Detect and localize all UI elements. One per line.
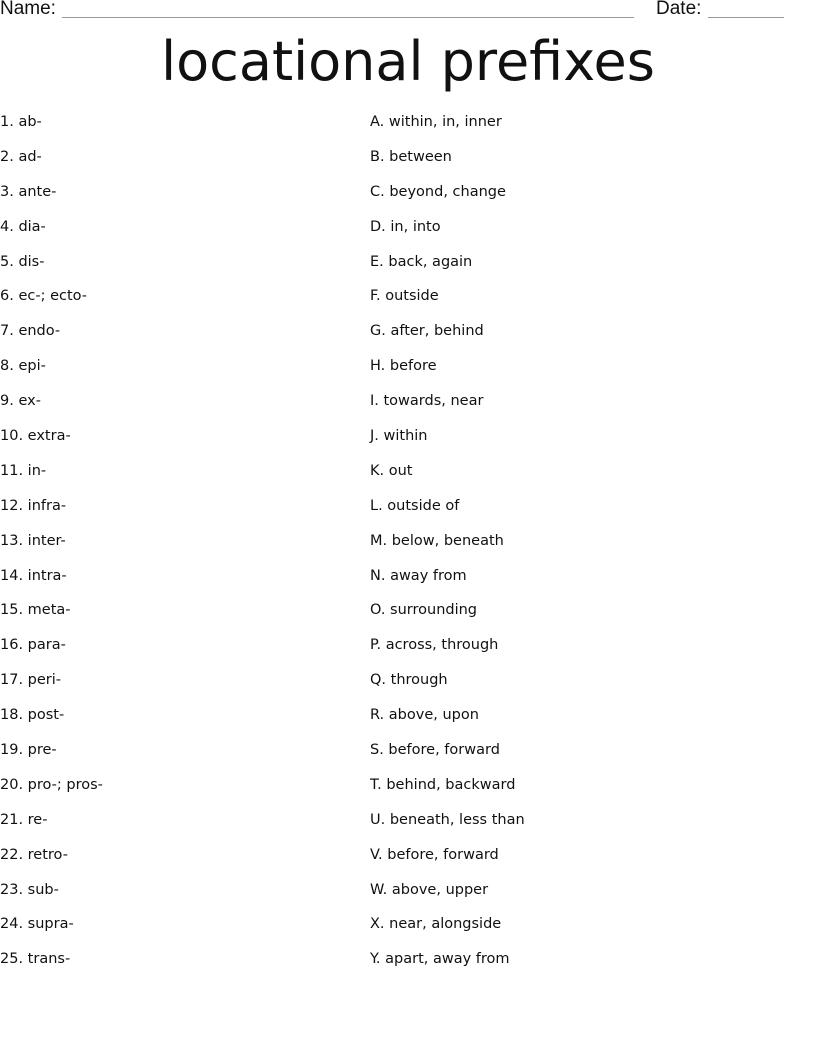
prefix-item: 23. sub- (0, 881, 59, 898)
definition-item: X. near, alongside (370, 916, 502, 933)
definition-item: P. across, through (370, 637, 499, 654)
prefix-item: 24. supra- (0, 916, 74, 933)
definition-item: U. beneath, less than (370, 811, 525, 828)
definition-item: T. behind, backward (370, 776, 516, 793)
page-title: locational prefixes (161, 30, 655, 93)
prefix-item: 1. ab- (0, 114, 42, 130)
definition-item: Q. through (370, 672, 448, 689)
definition-item: J. within (370, 428, 428, 445)
definition-item: R. above, upon (370, 707, 479, 724)
worksheet-header (0, 0, 816, 24)
definition-item: A. within, in, inner (370, 114, 502, 130)
prefix-item: 16. para- (0, 637, 66, 654)
name-field-line[interactable] (62, 17, 634, 18)
prefix-item: 3. ante- (0, 183, 57, 200)
prefix-item: 12. infra- (0, 497, 67, 514)
prefix-item: 13. inter- (0, 532, 66, 549)
definition-item: L. outside of (370, 497, 460, 514)
definition-item: F. outside (370, 288, 439, 305)
prefix-item: 8. epi- (0, 358, 46, 375)
name-label: Name: (0, 0, 56, 19)
prefix-item: 6. ec-; ecto- (0, 288, 88, 305)
date-field-line[interactable] (708, 17, 784, 18)
prefix-item: 5. dis- (0, 253, 45, 270)
definition-item: M. below, beneath (370, 532, 504, 549)
prefix-item: 15. meta- (0, 602, 71, 619)
definition-item: G. after, behind (370, 323, 484, 340)
prefix-item: 19. pre- (0, 742, 57, 759)
definition-item: D. in, into (370, 218, 441, 235)
prefix-item: 11. in- (0, 462, 47, 479)
prefix-item: 14. intra- (0, 567, 67, 584)
definition-item: B. between (370, 148, 452, 165)
definition-item: C. beyond, change (370, 183, 506, 200)
prefix-item: 2. ad- (0, 148, 42, 165)
prefix-item: 10. extra- (0, 428, 71, 445)
prefix-item: 21. re- (0, 811, 48, 828)
definition-item: Y. apart, away from (370, 951, 510, 968)
definition-item: V. before, forward (370, 846, 499, 863)
definition-item: E. back, again (370, 253, 473, 270)
prefix-item: 4. dia- (0, 218, 46, 235)
prefix-item: 25. trans- (0, 951, 71, 968)
definition-item: H. before (370, 358, 437, 375)
definition-item: O. surrounding (370, 602, 478, 619)
definition-item: W. above, upper (370, 881, 489, 898)
prefix-item: 17. peri- (0, 672, 62, 689)
definition-item: N. away from (370, 567, 467, 584)
definition-item: S. before, forward (370, 742, 500, 759)
prefix-item: 18. post- (0, 707, 65, 724)
definition-item: K. out (370, 462, 413, 479)
prefix-item: 22. retro- (0, 846, 68, 863)
prefix-list (0, 111, 340, 983)
definition-item: I. towards, near (370, 393, 484, 410)
date-label: Date: (656, 0, 702, 19)
definition-list (370, 111, 810, 983)
prefix-item: 9. ex- (0, 393, 41, 410)
prefix-item: 20. pro-; pros- (0, 776, 103, 793)
prefix-item: 7. endo- (0, 323, 61, 340)
